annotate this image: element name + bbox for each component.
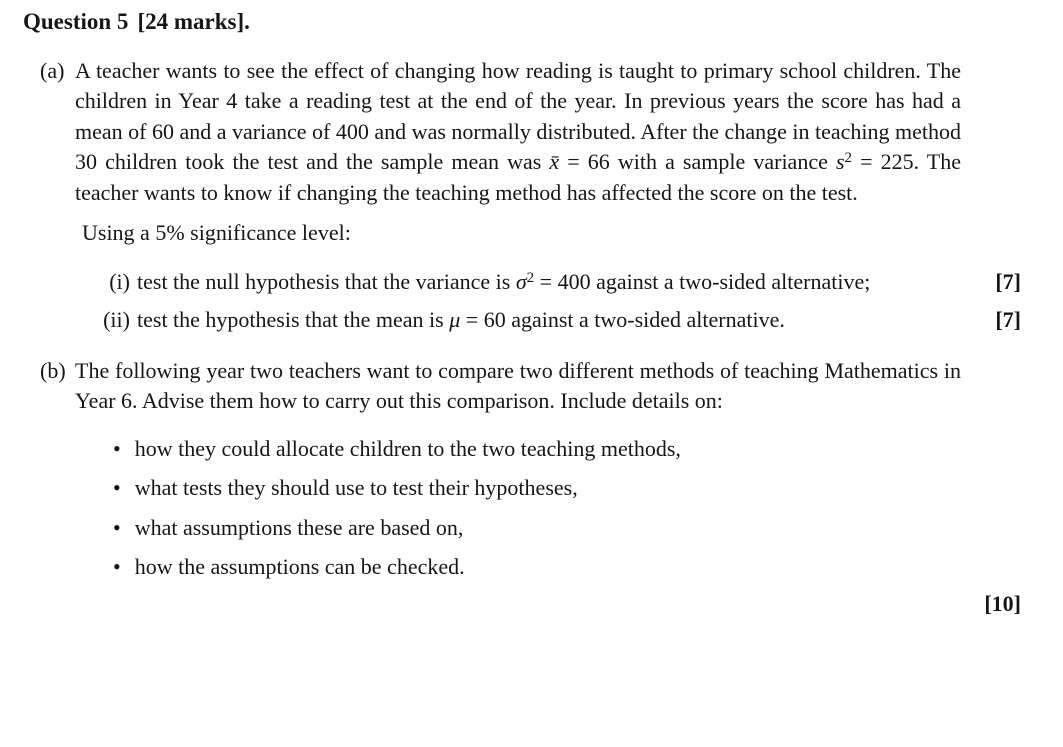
sigma-squared-exponent: 2 <box>526 269 535 286</box>
bullet-item <box>113 473 1021 504</box>
item-ii-text-segment: test the hypothesis that the mean is <box>137 307 450 332</box>
item-i-marks: [7] <box>995 268 1021 294</box>
bullet-icon: • <box>113 435 121 461</box>
bullet-item <box>113 513 1021 544</box>
part-b-marks: [10] <box>984 590 1021 616</box>
bullet-item <box>113 434 1021 465</box>
item-i-label: (i) <box>109 268 130 294</box>
bullet-text: what assumptions these are based on, <box>134 514 464 540</box>
bullet-icon: • <box>113 514 121 540</box>
s-symbol: s <box>835 149 845 174</box>
question-number: Question 5 <box>23 9 129 34</box>
part-b <box>40 356 1063 620</box>
part-a-text-segment: A teacher wants to see the effect of changing how reading is taught to primary school children. The children in Year 4 take a reading test at the end of the year. In previous years the score has had a mean of 60 and a variance of 400 and was normally distributed. After the change in teaching method 30 children took the test and the sample mean was <box>75 57 961 174</box>
question-heading <box>23 7 1063 38</box>
sigma-symbol: σ <box>515 268 527 294</box>
item-ii-marks: [7] <box>995 307 1021 332</box>
part-a-item-ii <box>75 305 1021 336</box>
mu-symbol: μ <box>449 307 461 332</box>
item-ii-text <box>137 305 957 336</box>
bullet-text: what tests they should use to test their hypotheses, <box>134 475 578 500</box>
bullet-text: how the assumptions can be checked. <box>134 554 465 579</box>
part-b-bullet-list <box>75 434 1021 583</box>
part-a-text-segment: = 66 with a sample variance <box>559 149 836 174</box>
part-a <box>40 56 1063 336</box>
significance-level-text: Using a 5% significance level: <box>82 220 351 245</box>
part-a-label: (a) <box>40 57 65 83</box>
item-i-text <box>137 267 957 298</box>
part-b-text: The following year two teachers want to compare two different methods of teaching Mathematics in Year 6. Advise them how to carry out this comparison. Include details on: <box>75 357 961 413</box>
item-i-text-segment: = 400 against a two-sided alternative; <box>534 268 871 294</box>
item-ii-label: (ii) <box>103 307 130 332</box>
s-squared-exponent: 2 <box>844 150 852 166</box>
part-a-text-segment: = 225. The teacher wants to know if changing the teaching method has affected the score on the test. <box>75 149 962 205</box>
bullet-item <box>113 552 1021 583</box>
part-a-text <box>75 56 961 209</box>
bullet-icon: • <box>113 554 121 579</box>
bullet-icon: • <box>113 475 121 500</box>
part-b-label: (b) <box>40 357 66 383</box>
part-a-body <box>75 56 1021 336</box>
item-ii-text-segment: = 60 against a two-sided alternative. <box>460 307 785 332</box>
part-a-item-i <box>75 267 1021 298</box>
bullet-text: how they could allocate children to the two teaching methods, <box>134 435 681 461</box>
item-i-text-segment: test the null hypothesis that the variance is <box>137 268 516 294</box>
part-b-body <box>75 356 1021 620</box>
xbar-symbol: x̄ <box>549 149 560 174</box>
question-total-marks: [24 marks]. <box>137 9 250 34</box>
